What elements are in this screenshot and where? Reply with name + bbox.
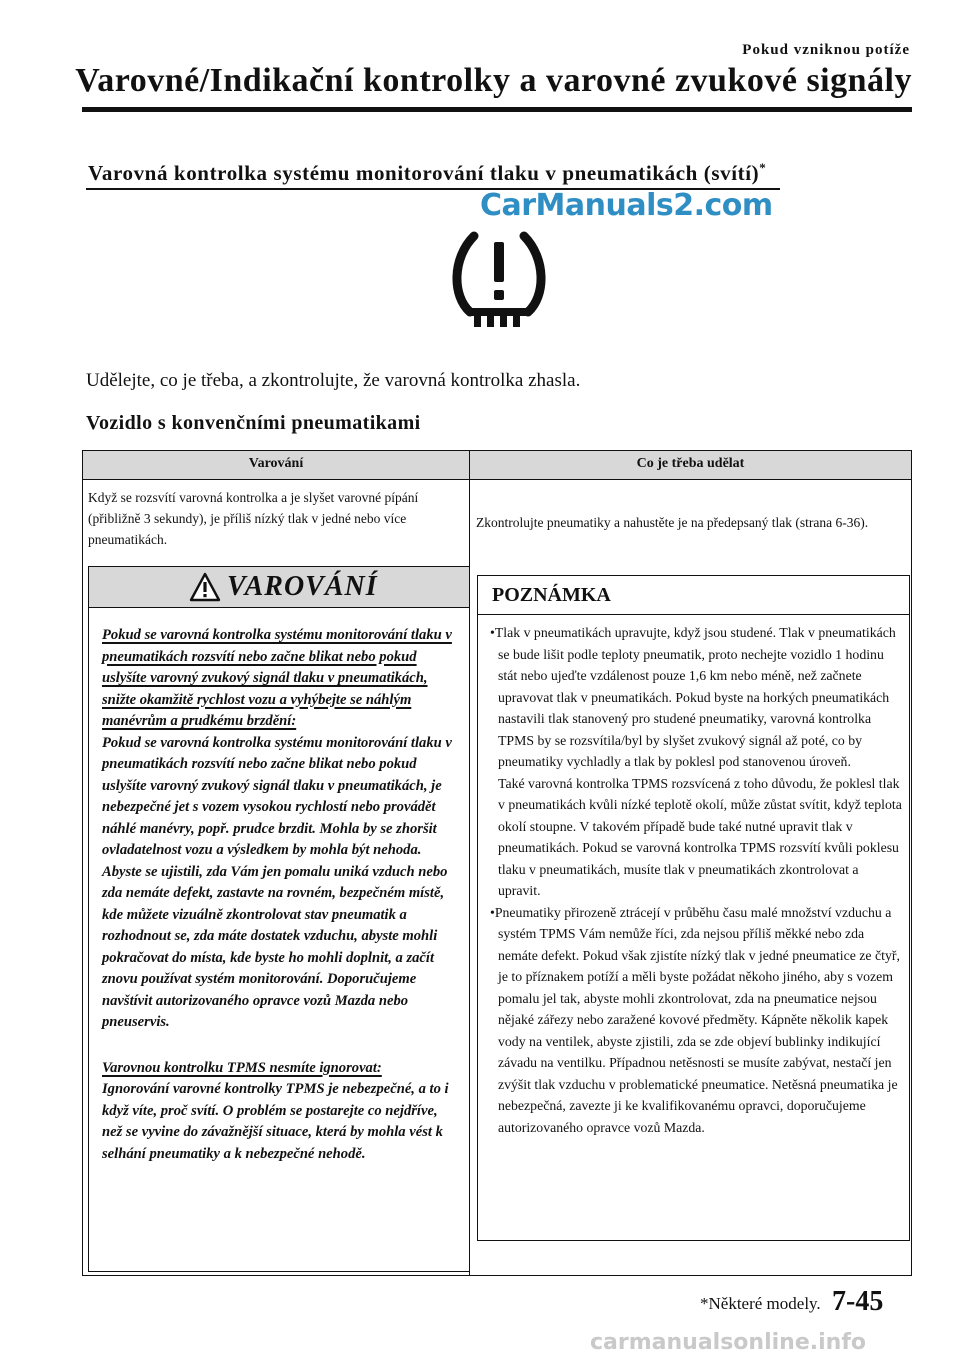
note-bullet-1-continued: Také varovná kontrolka TPMS rozsvícená z toho důvodu, že poklesl tlak v pneumatikách kvůli nízké teplotě okolí, může zůstat svítit, když teplota okolí stoupne. V takovém případě bude také nutné upravit tlak v pneumatikách. Pokud se varovná kontrolka TPMS rozsvítí kvůli poklesu tlaku v pneumatikách, musíte tlak v pneumatikách zkontrolovat a upravit.: [498, 775, 902, 898]
table-header-row: [83, 451, 911, 480]
note-box-header: [478, 576, 909, 615]
header-rule: [82, 107, 912, 112]
table-header-warning: Varování: [248, 456, 304, 471]
note-bullet-1: •Tlak v pneumatikách upravujte, když jsou studené. Tlak v pneumatikách se bude lišit podle teploty pneumatik, proto nechejte vozidlo 1 hodinu stát nebo ujeďte vzdálenost pouze 1,6 km nebo méně, než začnete upravovat tlak v pneumatikách. Pokud byste na horkých pneumatikách nastavili tlak stanovený pro studené pneumatiky, varovná kontrolka TPMS by se rozsvítila/byl by slyšet zvukový signál až poté, co by pneumatiky vychladly a tlak by poklesl pod stanovenou úroveň.: [490, 625, 896, 769]
warning-box-header: [89, 567, 469, 608]
section-title-marker: *: [759, 160, 767, 175]
section-title: [88, 160, 766, 186]
warning-heading-1: Pokud se varovná kontrolka systému monitorování tlaku v pneumatikách rozsvítí nebo začne blikat nebo pokud uslyšíte varovný zvukový signál tlaku v pneumatikách, snižte okamžitě rychlost vozu a vyhýbejte se náhlým manévrům a prudkému brzdění:: [102, 627, 452, 729]
subheading: Vozidlo s konvenčními pneumatikami: [86, 412, 421, 434]
warning-triangle-icon: [189, 572, 221, 602]
warning-box-title: VAROVÁNÍ: [227, 571, 378, 602]
warning-paragraph-1: Pokud se varovná kontrolka systému monitorování tlaku v pneumatikách rozsvítí nebo začne blikat nebo pokud uslyšíte varovný zvukový signál tlaku v pneumatikách, je nebezpečné jet s vozem vysokou rychlostí nebo provádět náhlé manévry, popř. prudce brzdit. Mohla by se zhoršit ovladatelnost vozu a výsledkem by mohla být nehoda. Abyste se ujistili, zda Vám jen pomalu uniká vzduch nebo zda nemáte defekt, zastavte na rovném, bezpečném místě, kde můžete vizuálně zkontrolovat stav pneumatik a rozhodnout se, zda máte dostatek vzduchu, abyste mohli pokračovat do místa, kde byste ho mohli doplnit, a začít znovu používat systém monitorování. Doporučujeme navštívit autorizovaného opravce vozů Mazda nebo pneuservis.: [102, 734, 452, 1030]
note-bullet-2-text: Pneumatiky přirozeně ztrácejí v průběhu času malé množství vzduchu a systém TPMS Vám nemůže říci, zda nejsou příliš měkké nebo zda nemáte defekt. Pokud však zjistíte nízký tlak v jedné pneumatice ze čtyř, je to příznakem potíží a měli byste požádat někoho jiného, aby s vozem pomalu jel tak, abyste mohli zkontrolovat, zda na pneumatice nejsou nějaké zářezy nebo zaražené kovové předměty. Kápněte několik kapek vody na ventilek, abyste zjistili, zda se zde objeví bublinky indikující závadu na ventilku. Případnou netěsnosti se musíte zabývat, nestačí jen zvýšit tlak vzduchu v problematické pneumatice. Netěsná pneumatika je nebezpečná, zavezte ji ke kvalifikovanému opravci, doporučujeme autorizovaného opravce vozů Mazda.: [494, 904, 900, 1135]
note-bullet-2: •Pneumatiky přirozeně ztrácejí v průběhu času malé množství vzduchu a systém TPMS Vám nemůže říci, zda nejsou příliš měkké nebo zda nemáte defekt. Pokud však zjistíte nízký tlak v jedné pneumatice ze čtyř, je to příznakem potíží a měli byste požádat někoho jiného, aby s vozem pomalu jel tak, abyste mohli zkontrolovat, zda na pneumatice nejsou nějaké zářezy nebo zaražené kovové předměty. Kápněte několik kapek vody na ventilek, abyste zjistili, zda se zde objeví bublinky indikující závadu na ventilku. Případnou netěsnosti se musíte zabývat, nestačí jen zvýšit tlak vzduchu v problematické pneumatice. Netěsná pneumatika je nebezpečná, zavezte ji ke kvalifikovanému opravci, doporučujeme autorizovaného opravce vozů Mazda.: [490, 904, 900, 1135]
note-bullet-1-text: Tlak v pneumatikách upravujte, když jsou studené. Tlak v pneumatikách se bude lišit podle teploty pneumatik, proto nechejte vozidlo 1 hodinu stát nebo ujeďte vzdálenost pouze 1,6 km nebo méně, než začnete upravovat tlak v pneumatikách. Pokud byste na horkých pneumatikách nastavili tlak stanovený pro studené pneumatiky, varovná kontrolka TPMS by se rozsvítila/byl by slyšet zvukový signál až poté, co by pneumatiky vychladly a tlak by poklesl pod stanovenou úroveň.: [494, 625, 896, 769]
warning-paragraph-2: Ignorování varovné kontrolky TPMS je nebezpečné, a to i když víte, proč svítí. O problém se postarejte co nejdříve, než se vyvine do závažnější situace, která by mohla vést k selhání pneumatiky a k nebezpečné nehodě.: [102, 1081, 449, 1162]
footnote: *Některé modely.: [700, 1294, 821, 1313]
note-box-title: POZNÁMKA: [492, 584, 611, 606]
warning-cell-text: Když se rozsvítí varovná kontrolka a je slyšet varovné pípání (přibližně 3 sekundy), je příliš nízký tlak v jedné nebo více pneumatikách.: [88, 490, 419, 547]
note-box-body: [490, 622, 902, 1138]
tpms-warning-icon: [446, 230, 552, 328]
table-header-action: Co je třeba udělat: [636, 456, 745, 471]
instruction-text: Udělejte, co je třeba, a zkontrolujte, že varovná kontrolka zhasla.: [86, 370, 581, 391]
warning-box-body: [102, 625, 458, 1165]
chapter-title: Varovné/Indikační kontrolky a varovné zvukové signály: [75, 62, 912, 99]
chapter-subtitle: Pokud vzniknou potíže: [742, 42, 910, 58]
section-title-text: Varovná kontrolka systému monitorování tlaku v pneumatikách (svítí): [88, 161, 760, 185]
watermark-logo: CarManuals2.com: [480, 188, 773, 223]
page-number: 7-45: [832, 1286, 884, 1317]
warning-heading-2: Varovnou kontrolku TPMS nesmíte ignorovat:: [102, 1059, 382, 1076]
action-cell-text: Zkontrolujte pneumatiky a nahustěte je na předepsaný tlak (strana 6-36).: [476, 515, 869, 530]
footer-watermark: carmanualsonline.info: [590, 1330, 866, 1355]
